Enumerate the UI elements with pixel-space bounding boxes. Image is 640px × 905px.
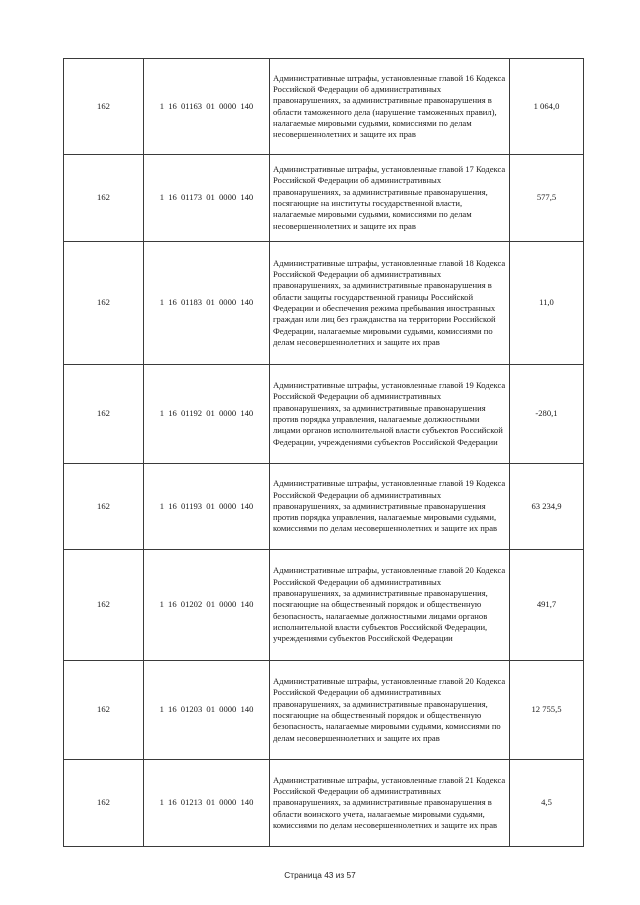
budget-classification-code-cell: 1 16 01163 01 0000 140 xyxy=(144,59,270,155)
revenue-description-cell: Административные штрафы, установленные главой 21 Кодекса Российской Федерации об административных правонарушениях, за административные правонарушения в области воинского учета, налагаемые мировыми судьями, комиссиями по делам несовершеннолетних и защите их прав xyxy=(270,760,510,847)
revenue-description-cell: Административные штрафы, установленные главой 19 Кодекса Российской Федерации об административных правонарушениях, за административные правонарушения против порядка управления, налагаемые должностными лицами органов исполнительной власти субъектов Российской Федерации, учреждениями субъектов Российской Федерации xyxy=(270,365,510,464)
revenue-description-cell: Административные штрафы, установленные главой 20 Кодекса Российской Федерации об административных правонарушениях, за административные правонарушения, посягающие на общественный порядок и общественную безопасность, налагаемые должностными лицами органов исполнительной власти субъектов Российской Федерации, учреждениями субъектов Российской Федерации xyxy=(270,550,510,661)
revenue-description-cell: Административные штрафы, установленные главой 20 Кодекса Российской Федерации об административных правонарушениях, за административные правонарушения, посягающие на общественный порядок и общественную безопасность, налагаемые мировыми судьями, комиссиями по делам несовершеннолетних и защите их прав xyxy=(270,661,510,760)
revenue-description-cell: Административные штрафы, установленные главой 16 Кодекса Российской Федерации об административных правонарушениях, за административные правонарушения в области таможенного дела (нарушение таможенных правил), налагаемые мировыми судьями, комиссиями по делам несовершеннолетних и защите их прав xyxy=(270,59,510,155)
table-row xyxy=(64,661,584,760)
admin-code-cell: 162 xyxy=(64,59,144,155)
revenue-table xyxy=(63,58,584,847)
amount-cell: 577,5 xyxy=(510,155,584,242)
page-number: Страница 43 из 57 xyxy=(284,870,356,880)
table-row xyxy=(64,760,584,847)
admin-code-cell: 162 xyxy=(64,661,144,760)
budget-classification-code-cell: 1 16 01183 01 0000 140 xyxy=(144,242,270,365)
amount-cell: -280,1 xyxy=(510,365,584,464)
amount-cell: 12 755,5 xyxy=(510,661,584,760)
budget-classification-code-cell: 1 16 01203 01 0000 140 xyxy=(144,661,270,760)
table-row xyxy=(64,550,584,661)
revenue-description-cell: Административные штрафы, установленные главой 18 Кодекса Российской Федерации об административных правонарушениях, за административные правонарушения в области защиты государственной границы Российской Федерации и обеспечения режима пребывания иностранных граждан или лиц без гражданства на территории Российской Федерации, налагаемые мировыми судьями, комиссиями по делам несовершеннолетних и защите их прав xyxy=(270,242,510,365)
budget-classification-code-cell: 1 16 01213 01 0000 140 xyxy=(144,760,270,847)
amount-cell: 4,5 xyxy=(510,760,584,847)
revenue-description-cell: Административные штрафы, установленные главой 19 Кодекса Российской Федерации об административных правонарушениях, за административные правонарушения против порядка управления, налагаемые мировыми судьями, комиссиями по делам несовершеннолетних и защите их прав xyxy=(270,464,510,550)
amount-cell: 1 064,0 xyxy=(510,59,584,155)
admin-code-cell: 162 xyxy=(64,464,144,550)
table-row xyxy=(64,365,584,464)
admin-code-cell: 162 xyxy=(64,155,144,242)
budget-classification-code-cell: 1 16 01202 01 0000 140 xyxy=(144,550,270,661)
budget-classification-code-cell: 1 16 01192 01 0000 140 xyxy=(144,365,270,464)
budget-classification-code-cell: 1 16 01193 01 0000 140 xyxy=(144,464,270,550)
table-row xyxy=(64,155,584,242)
table-row xyxy=(64,464,584,550)
budget-classification-code-cell: 1 16 01173 01 0000 140 xyxy=(144,155,270,242)
table-row xyxy=(64,242,584,365)
amount-cell: 491,7 xyxy=(510,550,584,661)
admin-code-cell: 162 xyxy=(64,550,144,661)
amount-cell: 63 234,9 xyxy=(510,464,584,550)
admin-code-cell: 162 xyxy=(64,242,144,365)
table-row xyxy=(64,59,584,155)
admin-code-cell: 162 xyxy=(64,365,144,464)
amount-cell: 11,0 xyxy=(510,242,584,365)
revenue-description-cell: Административные штрафы, установленные главой 17 Кодекса Российской Федерации об административных правонарушениях, за административные правонарушения, посягающие на институты государственной власти, налагаемые мировыми судьями, комиссиями по делам несовершеннолетних и защите их прав xyxy=(270,155,510,242)
admin-code-cell: 162 xyxy=(64,760,144,847)
